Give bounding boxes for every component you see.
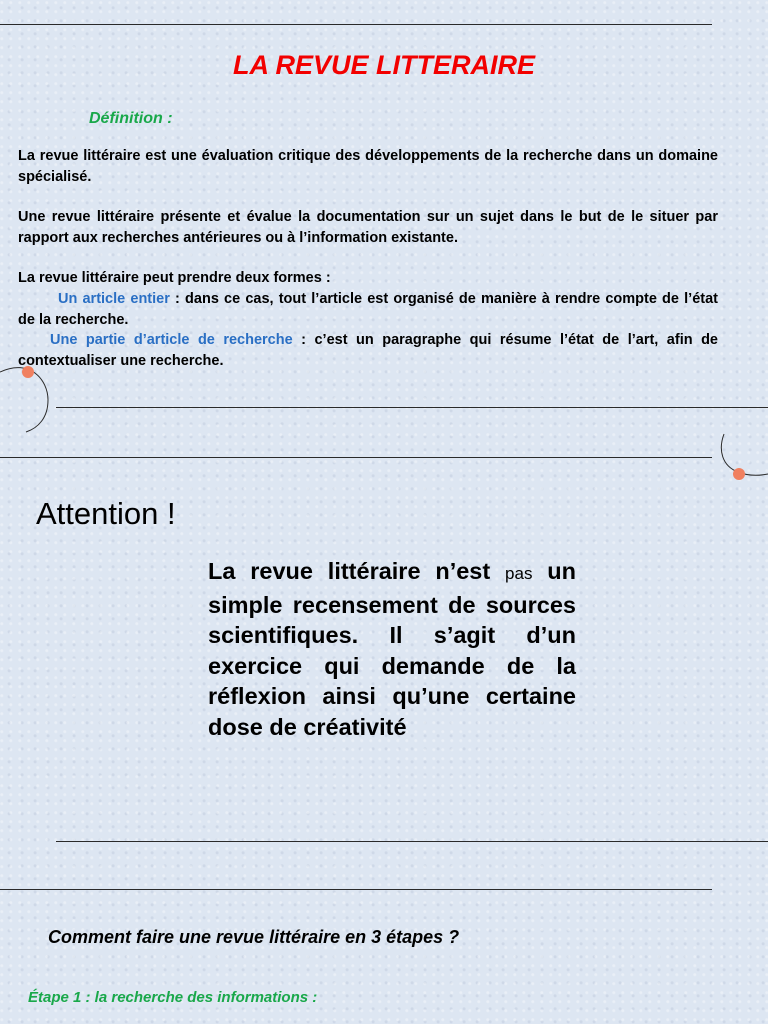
definition-label: Définition : bbox=[89, 110, 173, 127]
attention-quote bbox=[208, 556, 576, 742]
curl-left-decoration bbox=[0, 360, 60, 440]
section2-top-rule bbox=[0, 457, 712, 458]
paragraph-form-article bbox=[18, 289, 718, 330]
quote-small-word: pas bbox=[505, 564, 533, 583]
form-article-label: Un article entier bbox=[58, 291, 170, 307]
form-partial-text: : c’est un paragraphe qui résume l’état de l’art, afin de contextualiser une recherche. bbox=[18, 332, 718, 369]
form-partial-label: Une partie d’article de recherche bbox=[50, 332, 293, 348]
section1-bottom-rule bbox=[56, 407, 768, 408]
how-to-question: Comment faire une revue littéraire en 3 étapes ? bbox=[48, 927, 460, 947]
page-title: LA REVUE LITTERAIRE bbox=[232, 50, 535, 80]
form-article-text: : dans ce cas, tout l’article est organisé de manière à rendre compte de l’état de la recherche. bbox=[18, 291, 718, 328]
paragraph-presentation: Une revue littéraire présente et évalue la documentation sur un sujet dans le but de le situer par rapport aux recherches antérieures ou à l’information existante. bbox=[18, 209, 718, 246]
paragraph-definition: La revue littéraire est une évaluation critique des développements de la recherche dans un domaine spécialisé. bbox=[18, 148, 718, 185]
section3-top-rule bbox=[0, 889, 712, 890]
attention-heading: Attention ! bbox=[36, 496, 176, 531]
curl-right-decoration bbox=[712, 430, 768, 490]
paragraph-form-partial bbox=[18, 330, 718, 371]
quote-text-b: un simple recensement de sources scientifiques. Il s’agit d’un exercice qui demande de la réflexion ainsi qu’une certaine dose de créativité bbox=[208, 558, 576, 740]
top-rule bbox=[0, 24, 712, 25]
paragraph-forms-intro: La revue littéraire peut prendre deux formes : bbox=[18, 270, 331, 286]
etape1-heading: Étape 1 : la recherche des informations : bbox=[28, 989, 318, 1006]
quote-text-a: La revue littéraire n’est bbox=[208, 558, 506, 584]
section2-bottom-rule bbox=[56, 841, 768, 842]
